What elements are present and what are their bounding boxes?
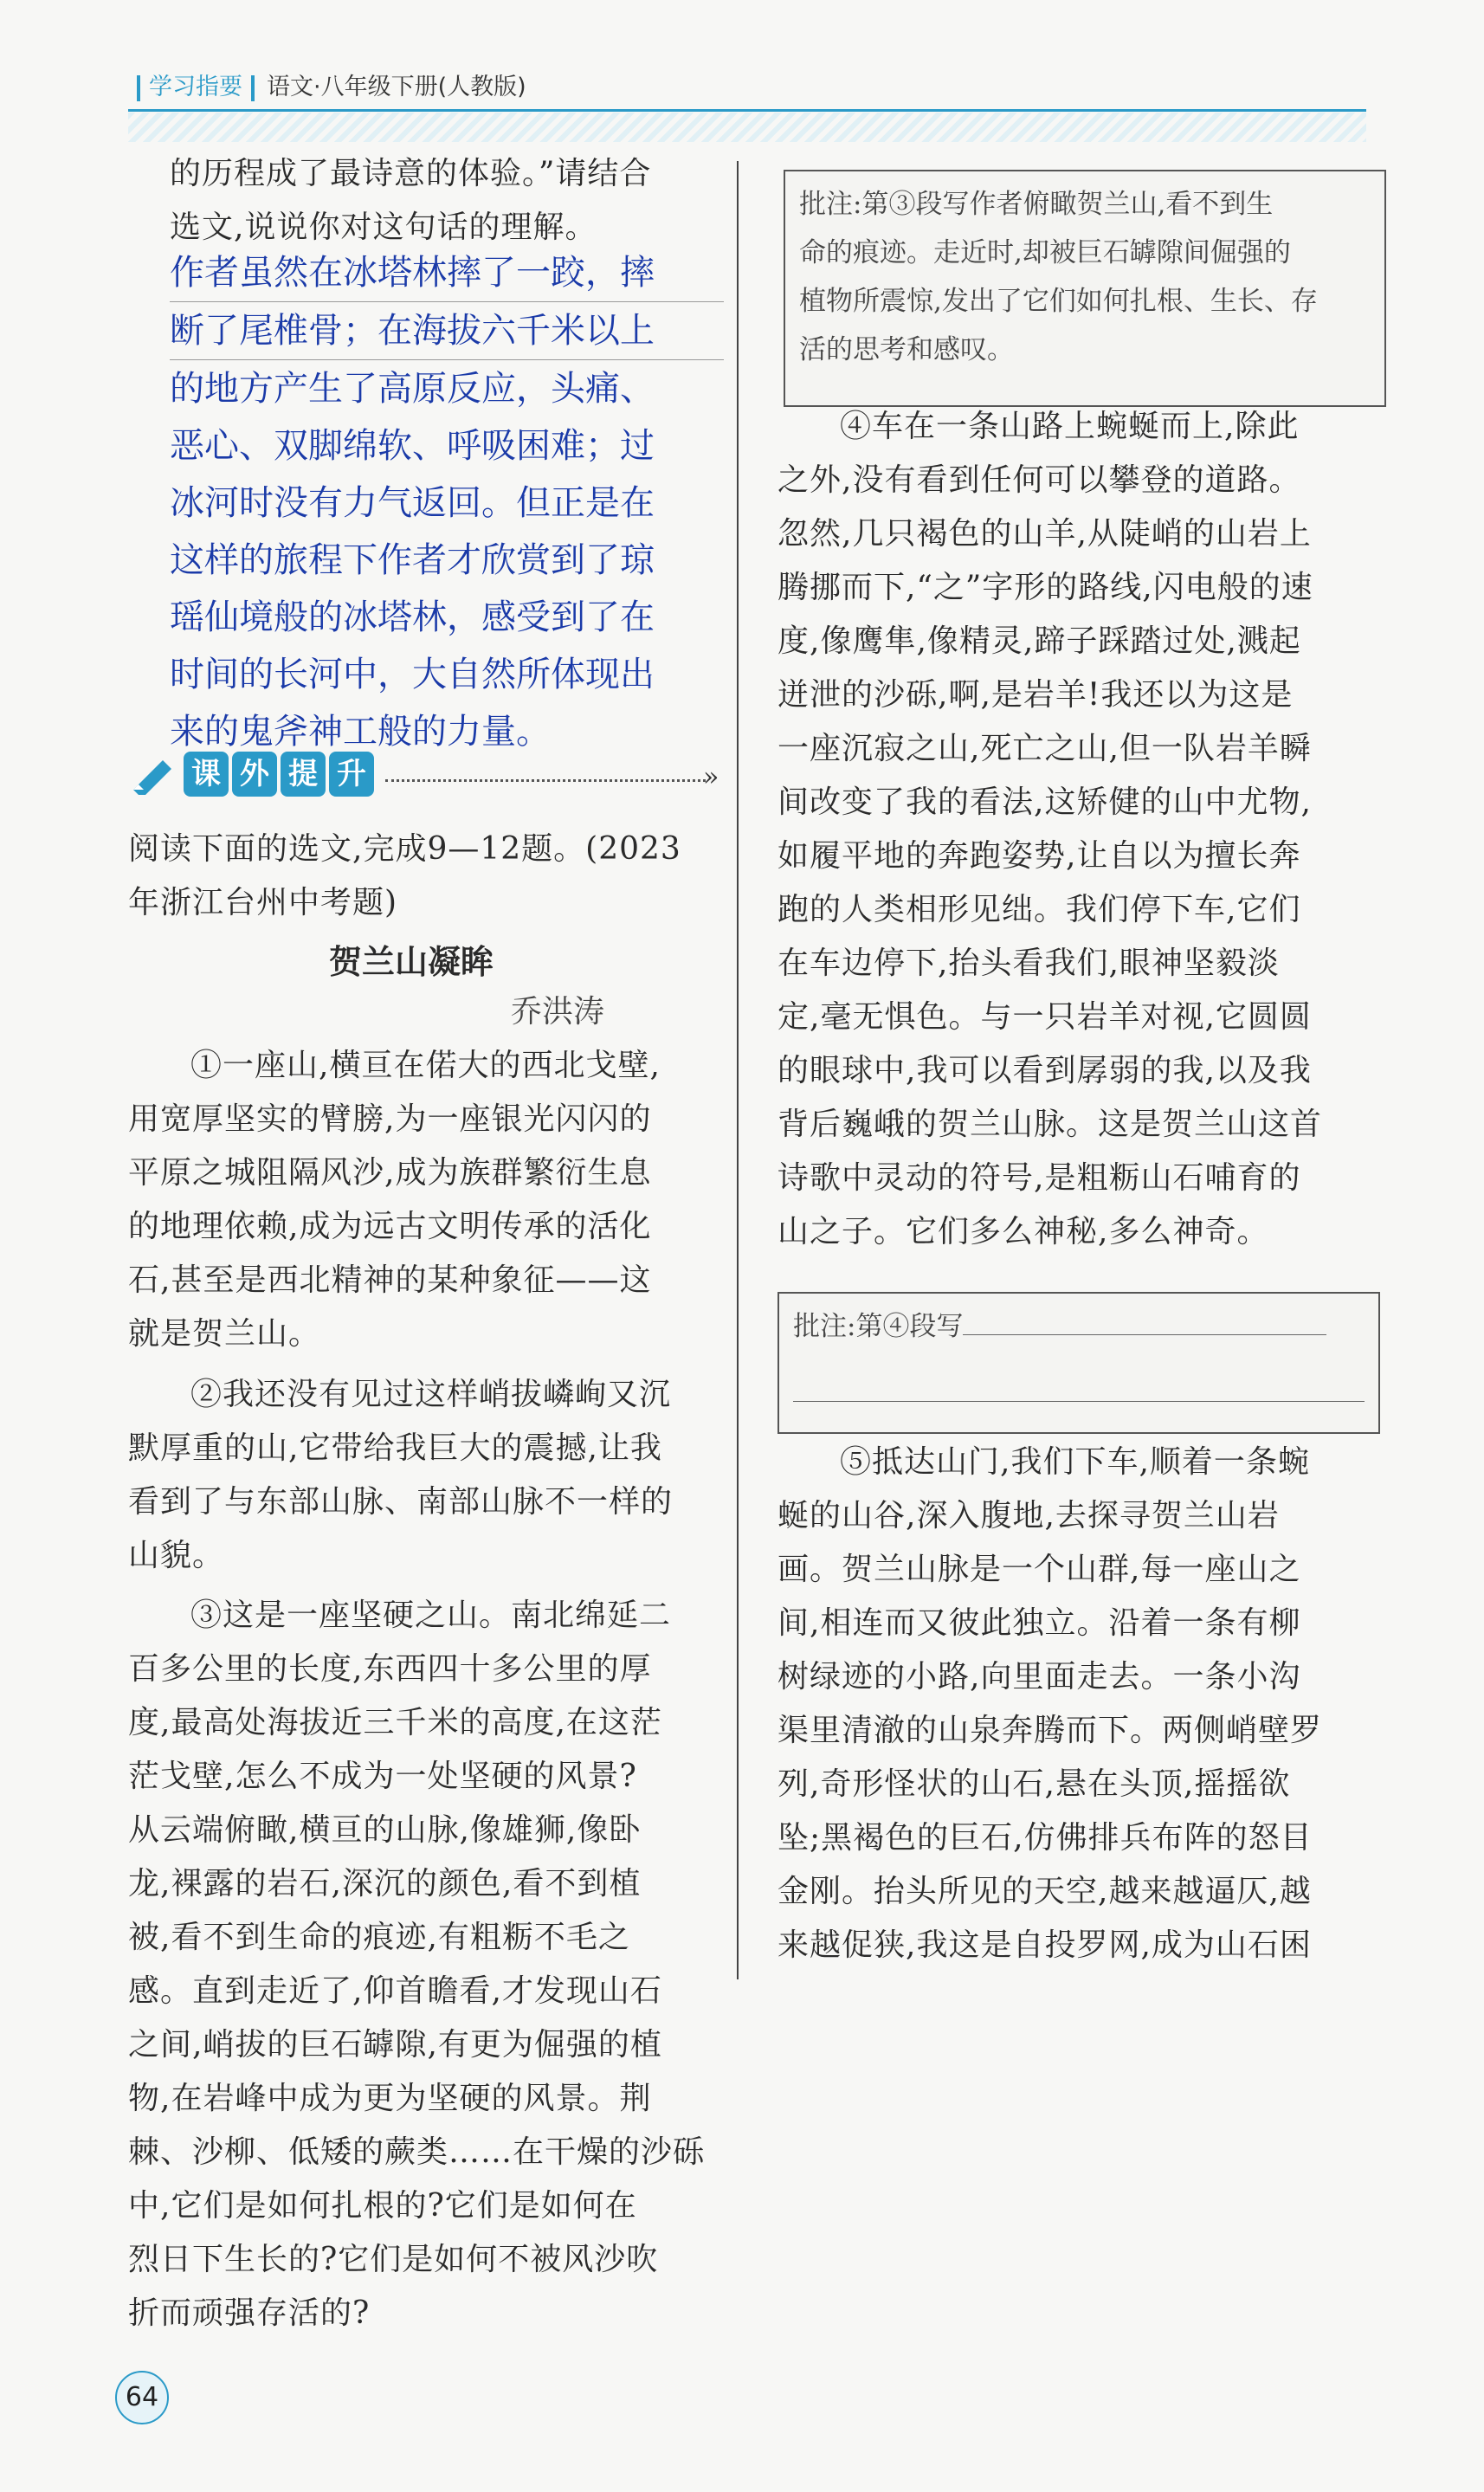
paragraph-4 — [777, 400, 1375, 1259]
text-line: 定,毫无惧色。与一只岩羊对视,它圆圆 — [777, 999, 1312, 1035]
text-line: 画。贺兰山脉是一个山群,每一座山之 — [777, 1552, 1301, 1587]
text-line: 看到了与东部山脉、南部山脉不一样的 — [128, 1484, 674, 1520]
text-line: 来越促狭,我这是自投罗网,成为山石困 — [777, 1927, 1312, 1963]
text-line: 山之子。它们多么神秘,多么神奇。 — [777, 1214, 1269, 1249]
text-line: 物,在岩峰中成为更为坚硬的风景。荆 — [128, 2081, 652, 2116]
text-line: 龙,裸露的岩石,深沉的颜色,看不到植 — [128, 1866, 642, 1901]
answer-line: 断了尾椎骨；在海拔六千米以上 — [170, 302, 724, 360]
annotation-line: 批注:第③段写作者俯瞰贺兰山,看不到生 — [799, 189, 1274, 220]
instruction — [128, 823, 726, 930]
answer-blank[interactable] — [963, 1308, 1326, 1335]
text-line: 如履平地的奔跑姿势,让自以为擅长奔 — [777, 838, 1301, 874]
text-line: 年浙江台州中考题) — [128, 885, 398, 920]
answer-line: 这样的旅程下作者才欣赏到了琼 — [170, 540, 655, 580]
header-series-label: 学习指要 — [149, 74, 242, 100]
text-line: 平原之城阻隔风沙,成为族群繁衍生息 — [128, 1155, 652, 1191]
answer-line: 的地方产生了高原反应，头痛、 — [170, 369, 655, 409]
text-line: 渠里清澈的山泉奔腾而下。两侧峭壁罗 — [777, 1713, 1323, 1748]
text-line: 感。直到走近了,仰首瞻看,才发现山石 — [128, 1973, 662, 2009]
text-line: 的地理依赖,成为远古文明传承的活化 — [128, 1209, 652, 1244]
annotation-line: 命的痕迹。走近时,却被巨石罅隙间倔强的 — [799, 237, 1291, 268]
text-line: 百多公里的长度,东西四十多公里的厚 — [128, 1651, 652, 1687]
answer-line: 作者虽然在冰塔林摔了一跤，摔 — [170, 244, 724, 302]
answer-line: 时间的长河中，大自然所体现出 — [170, 655, 655, 694]
text-line: 树绿迹的小路,向里面走去。一条小沟 — [777, 1659, 1301, 1695]
paragraph-1 — [128, 1039, 726, 1361]
header-stripe — [128, 113, 1366, 142]
text-line: 棘、沙柳、低矮的蕨类……在干燥的沙砾 — [128, 2134, 706, 2170]
article-title: 贺兰山凝眸 — [329, 943, 494, 981]
answer-block — [170, 244, 724, 760]
text-line: 跑的人类相形见绌。我们停下车,它们 — [777, 892, 1301, 927]
text-line: 坠;黑褐色的巨石,仿佛排兵布阵的怒目 — [777, 1820, 1313, 1856]
header-bar — [251, 75, 255, 101]
text-line: 忽然,几只褐色的山羊,从陡峭的山岩上 — [777, 516, 1312, 552]
article-author: 乔洪涛 — [511, 994, 605, 1030]
text-line: 间,相连而又彼此独立。沿着一条有柳 — [777, 1605, 1301, 1641]
answer-line: 来的鬼斧神工般的力量。 — [170, 712, 551, 752]
text-line: 山貌。 — [128, 1538, 225, 1573]
text-line: 折而顽强存活的? — [128, 2295, 371, 2331]
answer-line: 恶心、双脚绵软、呼吸困难；过 — [170, 426, 655, 466]
header-bar — [137, 75, 140, 101]
text-line: 用宽厚坚实的臂膀,为一座银光闪闪的 — [128, 1101, 652, 1137]
text-line: 一座沉寂之山,死亡之山,但一队岩羊瞬 — [777, 731, 1312, 766]
previous-question — [170, 147, 724, 255]
text-line: ②我还没有见过这样峭拔嶙峋又沉 — [190, 1377, 672, 1412]
column-divider — [737, 161, 739, 1979]
paragraph-3 — [128, 1589, 726, 2340]
paragraph-5 — [777, 1436, 1375, 1972]
section-divider — [385, 779, 706, 782]
text-line: 腾挪而下,“之”字形的路线,闪电般的速 — [777, 570, 1313, 605]
text-line: 间改变了我的看法,这矫健的山中尤物, — [777, 784, 1312, 820]
header-rule — [128, 109, 1366, 112]
paragraph-2 — [128, 1368, 726, 1583]
text-line: 从云端俯瞰,横亘的山脉,像雄狮,像卧 — [128, 1812, 642, 1848]
text-line: ③这是一座坚硬之山。南北绵延二 — [190, 1598, 672, 1633]
annotation-box-1 — [784, 170, 1386, 407]
text-line: 度,像鹰隼,像精灵,蹄子踩踏过处,溅起 — [777, 623, 1301, 659]
text-line: 的眼球中,我可以看到孱弱的我,以及我 — [777, 1053, 1312, 1088]
text-line: 的历程成了最诗意的体验。”请结合 — [170, 156, 652, 191]
badge-char: 外 — [232, 752, 277, 797]
text-line: ④车在一条山路上蜿蜒而上,除此 — [840, 409, 1300, 444]
text-line: 默厚重的山,它带给我巨大的震撼,让我 — [128, 1430, 662, 1466]
text-line: 蜒的山谷,深入腹地,去探寻贺兰山岩 — [777, 1498, 1280, 1533]
badge-char: 提 — [281, 752, 326, 797]
page-number: 64 — [115, 2371, 169, 2424]
text-line: ⑤抵达山门,我们下车,顺着一条蜿 — [840, 1444, 1310, 1480]
annotation-box-2 — [777, 1292, 1380, 1434]
annotation-prompt: 批注:第④段写 — [793, 1311, 964, 1342]
annotation-line: 活的思考和感叹。 — [799, 334, 1014, 365]
text-line: ①一座山,横亘在偌大的西北戈壁, — [190, 1048, 661, 1083]
text-line: 阅读下面的选文,完成9—12题。(2023 — [128, 831, 681, 867]
text-line: 中,它们是如何扎根的?它们是如何在 — [128, 2188, 637, 2224]
text-line: 之外,没有看到任何可以攀登的道路。 — [777, 462, 1301, 498]
text-line: 选文,说说你对这句话的理解。 — [170, 210, 597, 245]
text-line: 背后巍峨的贺兰山脉。这是贺兰山这首 — [777, 1107, 1323, 1142]
header-book-title: 语文·八年级下册(人教版) — [267, 74, 526, 100]
annotation-line: 植物所震惊,发出了它们如何扎根、生长、存 — [799, 286, 1318, 317]
answer-blank[interactable] — [793, 1351, 1365, 1402]
page-header — [128, 68, 1366, 107]
pen-icon — [128, 755, 177, 795]
text-line: 列,奇形怪状的山石,悬在头顶,摇摇欲 — [777, 1766, 1291, 1802]
text-line: 度,最高处海拔近三千米的高度,在这茫 — [128, 1705, 662, 1740]
answer-line: 冰河时没有力气返回。但正是在 — [170, 483, 655, 523]
text-line: 茫戈壁,怎么不成为一处坚硬的风景? — [128, 1759, 637, 1794]
annotation-line — [793, 1302, 1365, 1351]
text-line: 在车边停下,抬头看我们,眼神坚毅淡 — [777, 946, 1280, 981]
text-line: 被,看不到生命的痕迹,有粗粝不毛之 — [128, 1920, 630, 1955]
header-series-tag — [128, 68, 263, 107]
text-line: 石,甚至是西北精神的某种象征——这 — [128, 1262, 652, 1298]
text-line: 就是贺兰山。 — [128, 1316, 321, 1352]
answer-line: 瑶仙境般的冰塔林，感受到了在 — [170, 597, 655, 637]
badge-char: 课 — [184, 752, 229, 797]
badge-char: 升 — [329, 752, 374, 797]
text-line: 烈日下生长的?它们是如何不被风沙吹 — [128, 2242, 659, 2277]
double-arrow-icon: » — [703, 762, 719, 792]
text-line: 迸泄的沙砾,啊,是岩羊!我还以为这是 — [777, 677, 1294, 713]
text-line: 诗歌中灵动的符号,是粗粝山石哺育的 — [777, 1160, 1301, 1196]
text-line: 之间,峭拔的巨石罅隙,有更为倔强的植 — [128, 2027, 662, 2063]
text-line: 金刚。抬头所见的天空,越来越逼仄,越 — [777, 1874, 1312, 1909]
